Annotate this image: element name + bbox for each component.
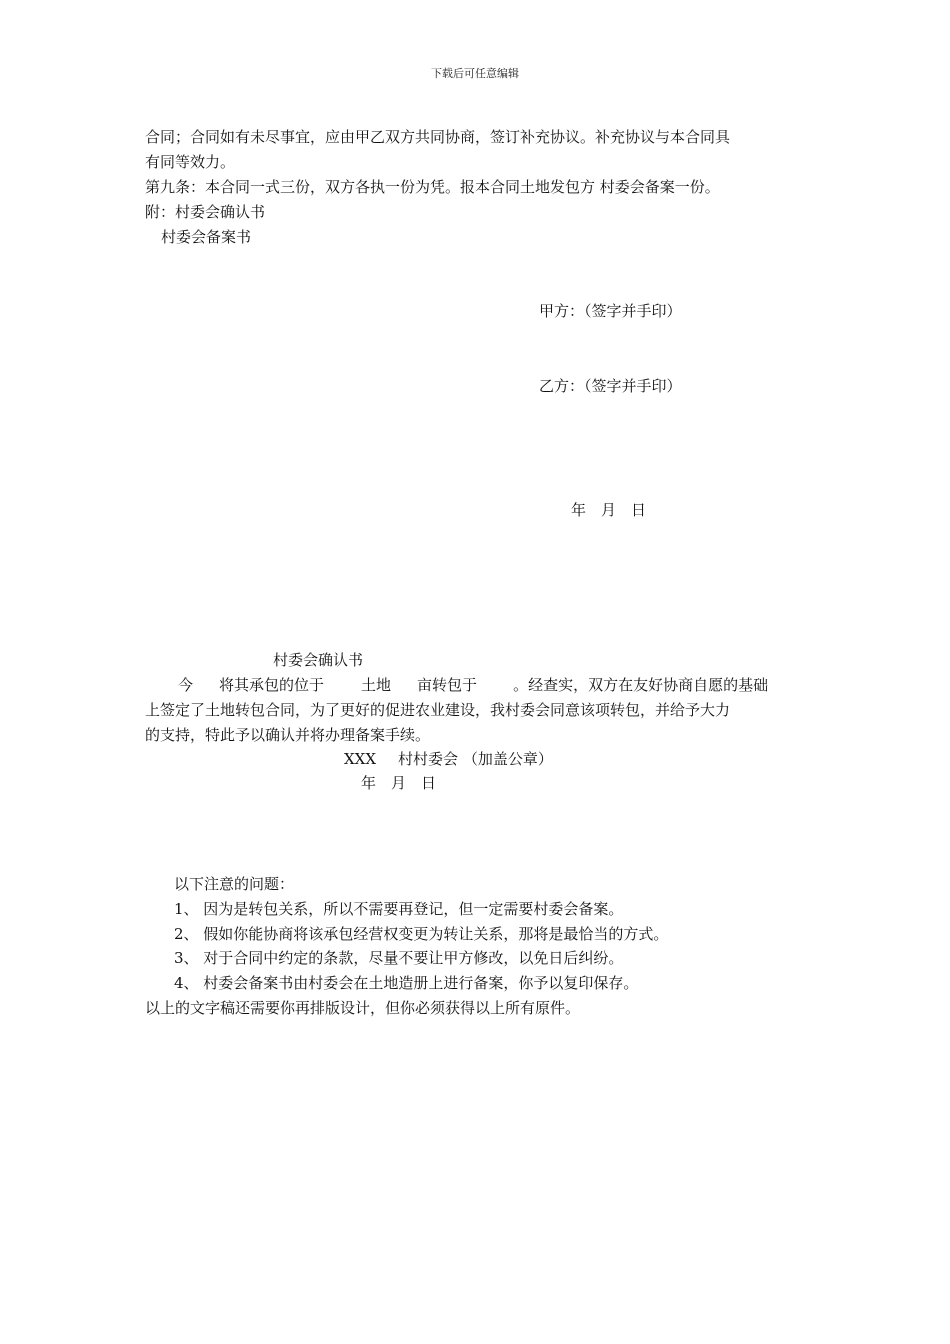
confirmation-line-1 xyxy=(145,673,768,697)
party-b-signature: 乙方：（签字并手印） xyxy=(539,377,682,395)
note-item: 2、 假如你能协商将该承包经营权变更为转让关系，那将是最恰当的方式。 xyxy=(174,925,669,943)
article-9: 第九条：本合同一式三份，双方各执一份为凭。报本合同土地发包方 村委会备案一份。 xyxy=(145,178,720,196)
confirmation-text-mu: 亩转包于 xyxy=(417,676,478,694)
confirmation-text-land: 土地 xyxy=(361,676,392,694)
confirmation-text-location: 将其承包的位于 xyxy=(219,676,325,694)
attachment-item-2: 村委会备案书 xyxy=(161,228,252,246)
note-item: 3、 对于合同中约定的条款，尽量不要让甲方修改，以免日后纠纷。 xyxy=(174,949,624,967)
confirmation-line-2: 上签定了土地转包合同，为了更好的促进农业建设，我村委会同意该项转包，并给予大力 xyxy=(145,701,731,719)
confirmation-signatory xyxy=(344,747,553,771)
confirmation-text-jin: 今 xyxy=(178,676,194,694)
confirmation-title: 村委会确认书 xyxy=(273,651,364,669)
signatory-xxx: XXX xyxy=(344,750,377,768)
attachment-label: 附：村委会确认书 xyxy=(145,203,266,221)
confirmation-text-verified: 。经查实，双方在友好协商自愿的基础 xyxy=(513,676,769,694)
confirmation-date: 年 月 日 xyxy=(361,774,437,792)
contract-line-1: 合同；合同如有未尽事宜，应由甲乙双方共同协商，签订补充协议。补充协议与本合同具 xyxy=(145,128,731,146)
note-item: 4、 村委会备案书由村委会在土地造册上进行备案，你予以复印保存。 xyxy=(174,974,639,992)
confirmation-line-3: 的支持，特此予以确认并将办理备案手续。 xyxy=(145,726,431,744)
signatory-org: 村村委会 （加盖公章） xyxy=(398,750,553,768)
notes-title: 以下注意的问题： xyxy=(174,875,295,893)
signature-date: 年 月 日 xyxy=(571,501,647,519)
note-item: 1、 因为是转包关系，所以不需要再登记，但一定需要村委会备案。 xyxy=(174,900,624,918)
contract-line-2: 有同等效力。 xyxy=(145,153,236,171)
page-header-note: 下载后可任意编辑 xyxy=(431,67,519,80)
party-a-signature: 甲方：（签字并手印） xyxy=(539,302,682,320)
notes-footer: 以上的文字稿还需要你再排版设计，但你必须获得以上所有原件。 xyxy=(145,999,581,1017)
